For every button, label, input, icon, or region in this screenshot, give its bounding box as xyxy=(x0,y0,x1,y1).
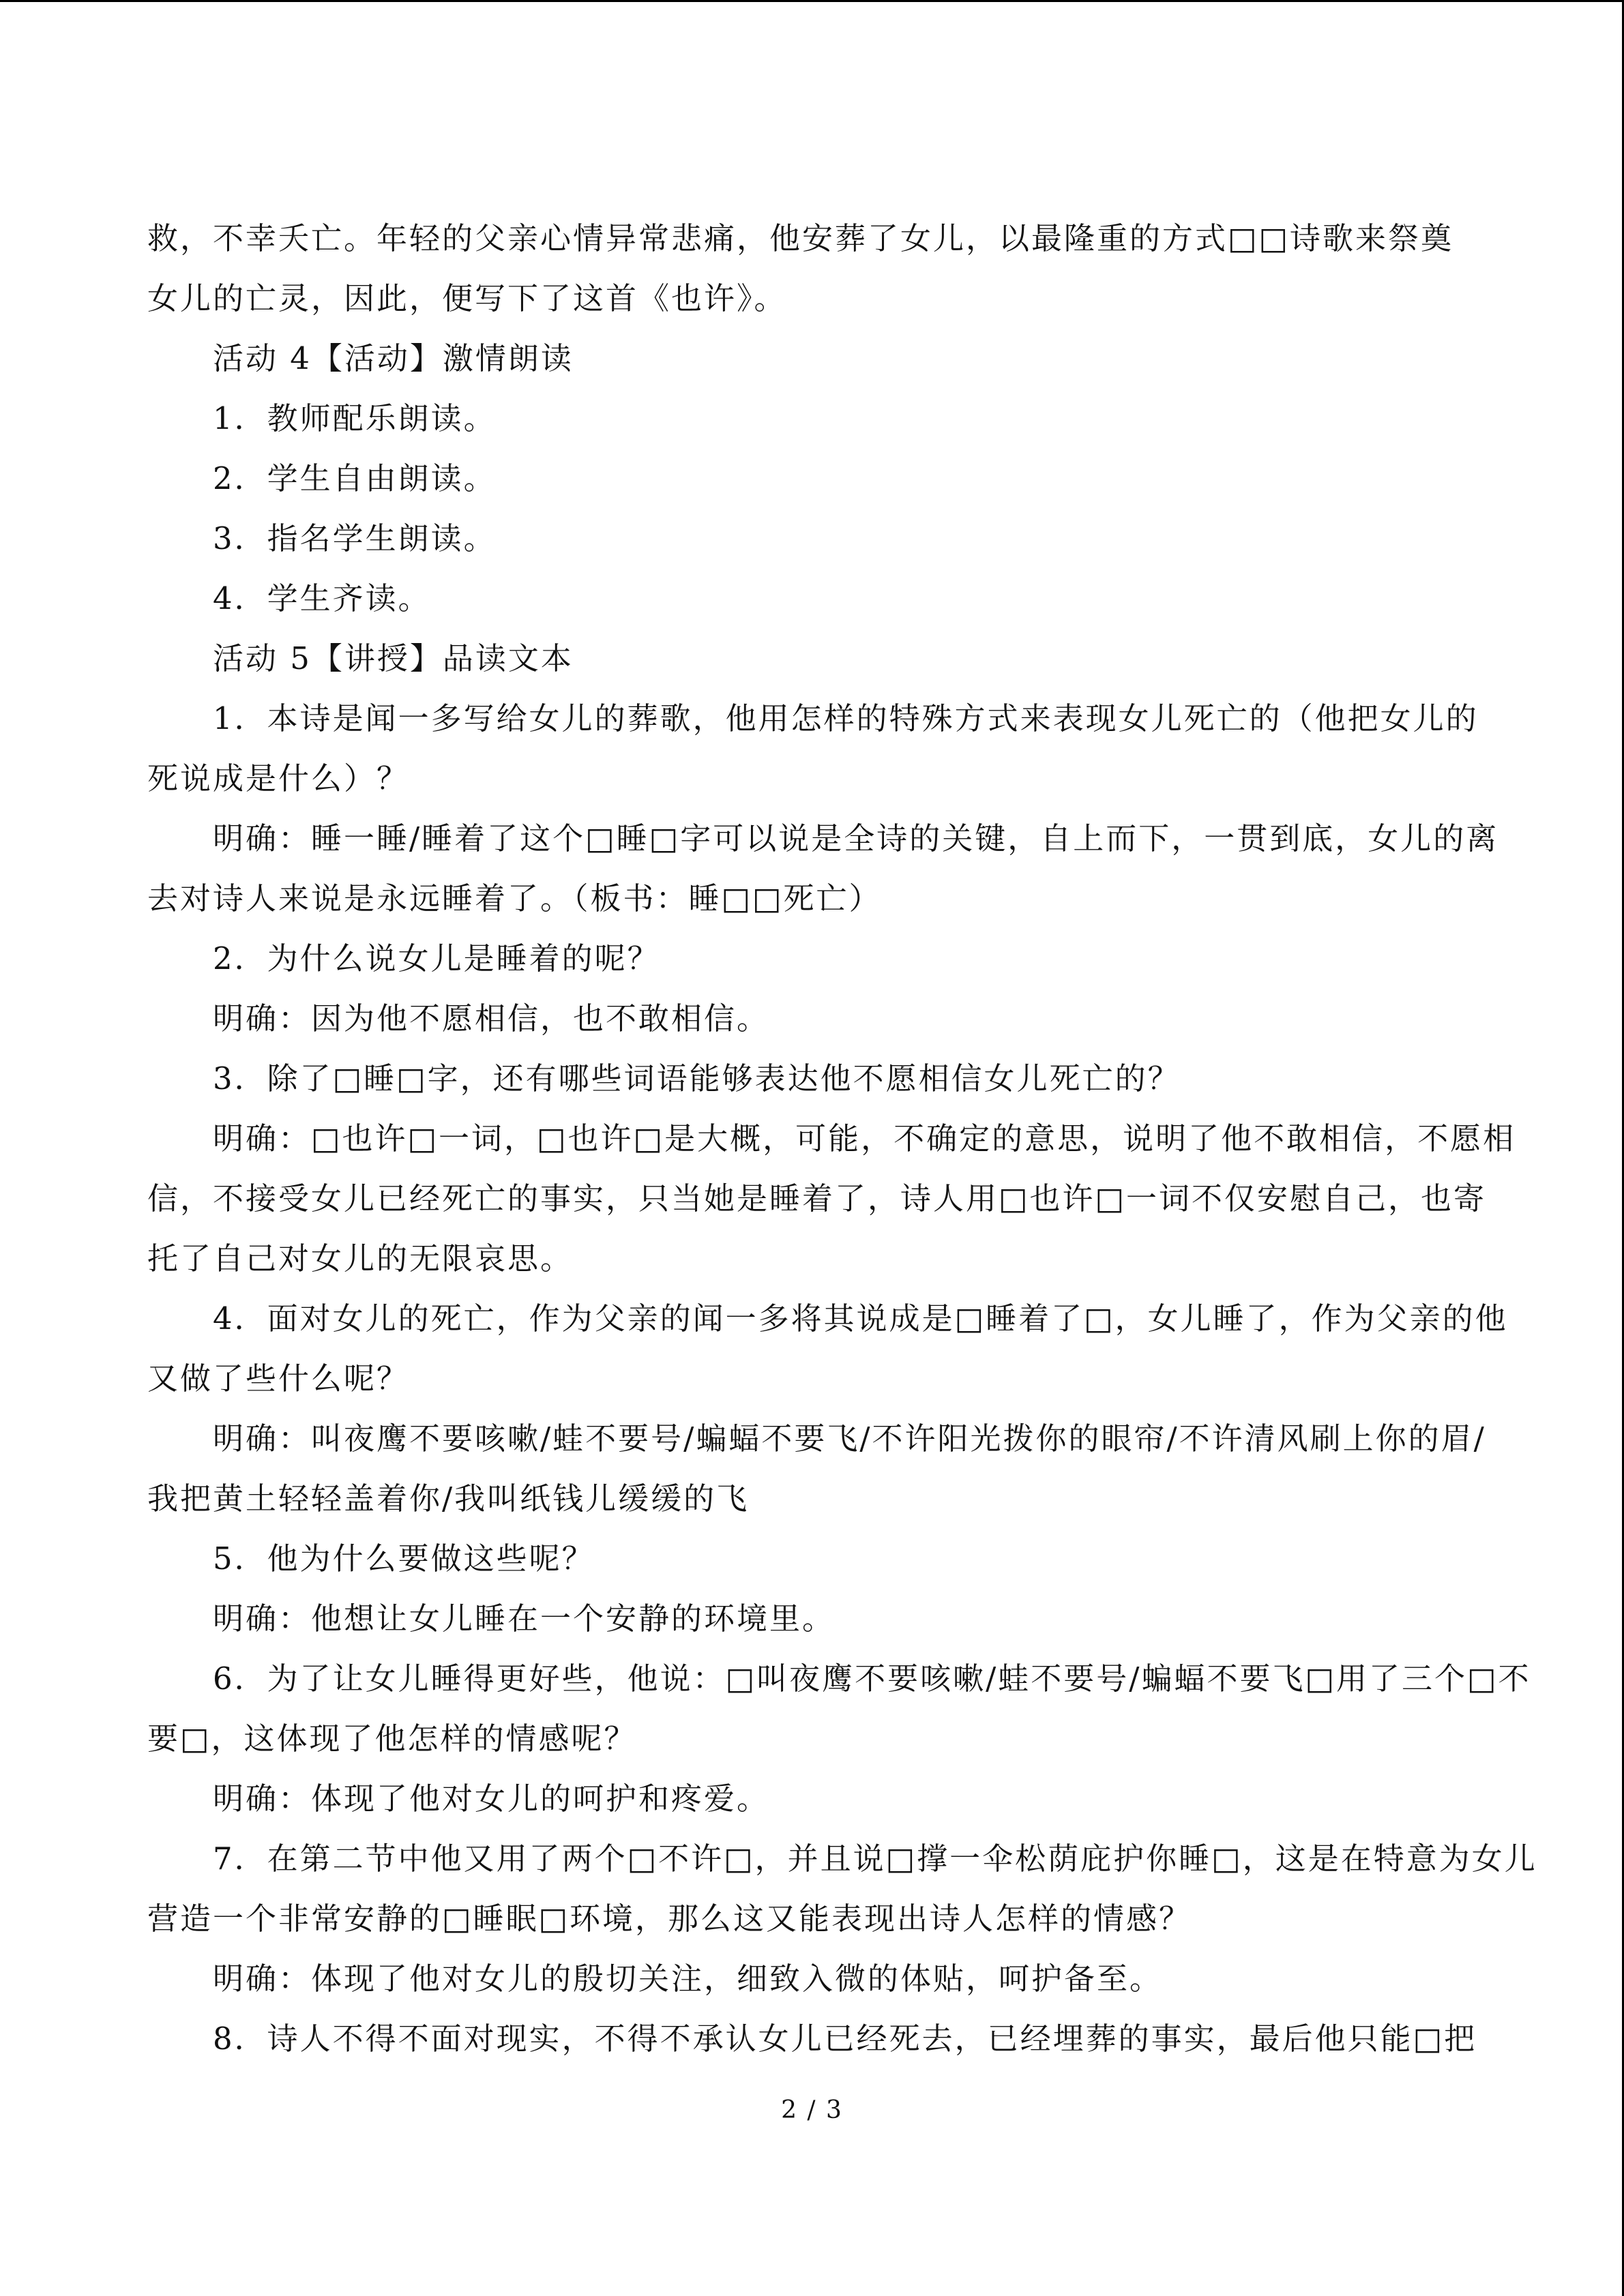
question: 8．诗人不得不面对现实，不得不承认女儿已经死去，已经埋葬的事实，最后他只能□把 xyxy=(213,2021,1477,2057)
text-line: 女儿的亡灵，因此，便写下了这首《也许》。 xyxy=(147,280,787,316)
question-continued: 要□，这体现了他怎样的情感呢？ xyxy=(147,1720,637,1757)
page-border-top xyxy=(0,0,1624,2)
question: 7．在第二节中他又用了两个□不许□，并且说□撑一伞松荫庇护你睡□，这是在特意为女儿 xyxy=(213,1840,1537,1877)
answer-continued: 去对诗人来说是永远睡着了。（板书：睡□□死亡） xyxy=(147,880,882,916)
activity-heading: 活动 4【活动】激情朗读 xyxy=(213,340,574,376)
question: 3．除了□睡□字，还有哪些词语能够表达他不愿相信女儿死亡的？ xyxy=(213,1060,1181,1097)
question-continued: 营造一个非常安静的□睡眠□环境，那么这又能表现出诗人怎样的情感？ xyxy=(147,1900,1192,1937)
answer: 明确：□也许□一词，□也许□是大概，可能，不确定的意思，说明了他不敢相信，不愿相 xyxy=(213,1120,1516,1157)
answer-continued: 托了自己对女儿的无限哀思。 xyxy=(147,1240,574,1277)
text-line: 救，不幸夭亡。年轻的父亲心情异常悲痛，他安葬了女儿，以最隆重的方式□□诗歌来祭奠 xyxy=(147,220,1454,256)
list-item: 4．学生齐读。 xyxy=(213,580,431,616)
answer-continued: 信，不接受女儿已经死亡的事实，只当她是睡着了，诗人用□也许□一词不仅安慰自己，也寄 xyxy=(147,1180,1487,1217)
page-number: 2 / 3 xyxy=(781,2096,843,2124)
question-continued: 死说成是什么）？ xyxy=(147,760,410,796)
question: 4．面对女儿的死亡，作为父亲的闻一多将其说成是□睡着了□，女儿睡了，作为父亲的他 xyxy=(213,1300,1508,1337)
answer: 明确：体现了他对女儿的呵护和疼爱。 xyxy=(213,1780,770,1817)
question: 2．为什么说女儿是睡着的呢？ xyxy=(213,940,660,976)
answer: 明确：他想让女儿睡在一个安静的环境里。 xyxy=(213,1600,836,1637)
answer: 明确：体现了他对女儿的殷切关注，细致入微的体贴，呵护备至。 xyxy=(213,1960,1163,1997)
list-item: 1．教师配乐朗读。 xyxy=(213,400,497,436)
answer: 明确：睡一睡/睡着了这个□睡□字可以说是全诗的关键，自上而下，一贯到底，女儿的离 xyxy=(213,820,1499,856)
question: 6．为了让女儿睡得更好些，他说：□叫夜鹰不要咳嗽/蛙不要号/蝙蝠不要飞□用了三个□不 xyxy=(213,1660,1531,1697)
answer: 明确：因为他不愿相信，也不敢相信。 xyxy=(213,1000,770,1037)
list-item: 3．指名学生朗读。 xyxy=(213,520,497,556)
question: 1．本诗是闻一多写给女儿的葬歌，他用怎样的特殊方式来表现女儿死亡的（他把女儿的 xyxy=(213,700,1479,736)
document-body xyxy=(147,209,1537,2069)
list-item: 2．学生自由朗读。 xyxy=(213,460,497,496)
question: 5．他为什么要做这些呢？ xyxy=(213,1540,595,1577)
answer-continued: 我把黄土轻轻盖着你/我叫纸钱儿缓缓的飞 xyxy=(147,1480,750,1517)
answer: 明确：叫夜鹰不要咳嗽/蛙不要号/蝙蝠不要飞/不许阳光拨你的眼帘/不许清风刷上你的眉/ xyxy=(213,1420,1486,1457)
question-continued: 又做了些什么呢？ xyxy=(147,1360,410,1397)
activity-heading: 活动 5【讲授】品读文本 xyxy=(213,640,574,676)
